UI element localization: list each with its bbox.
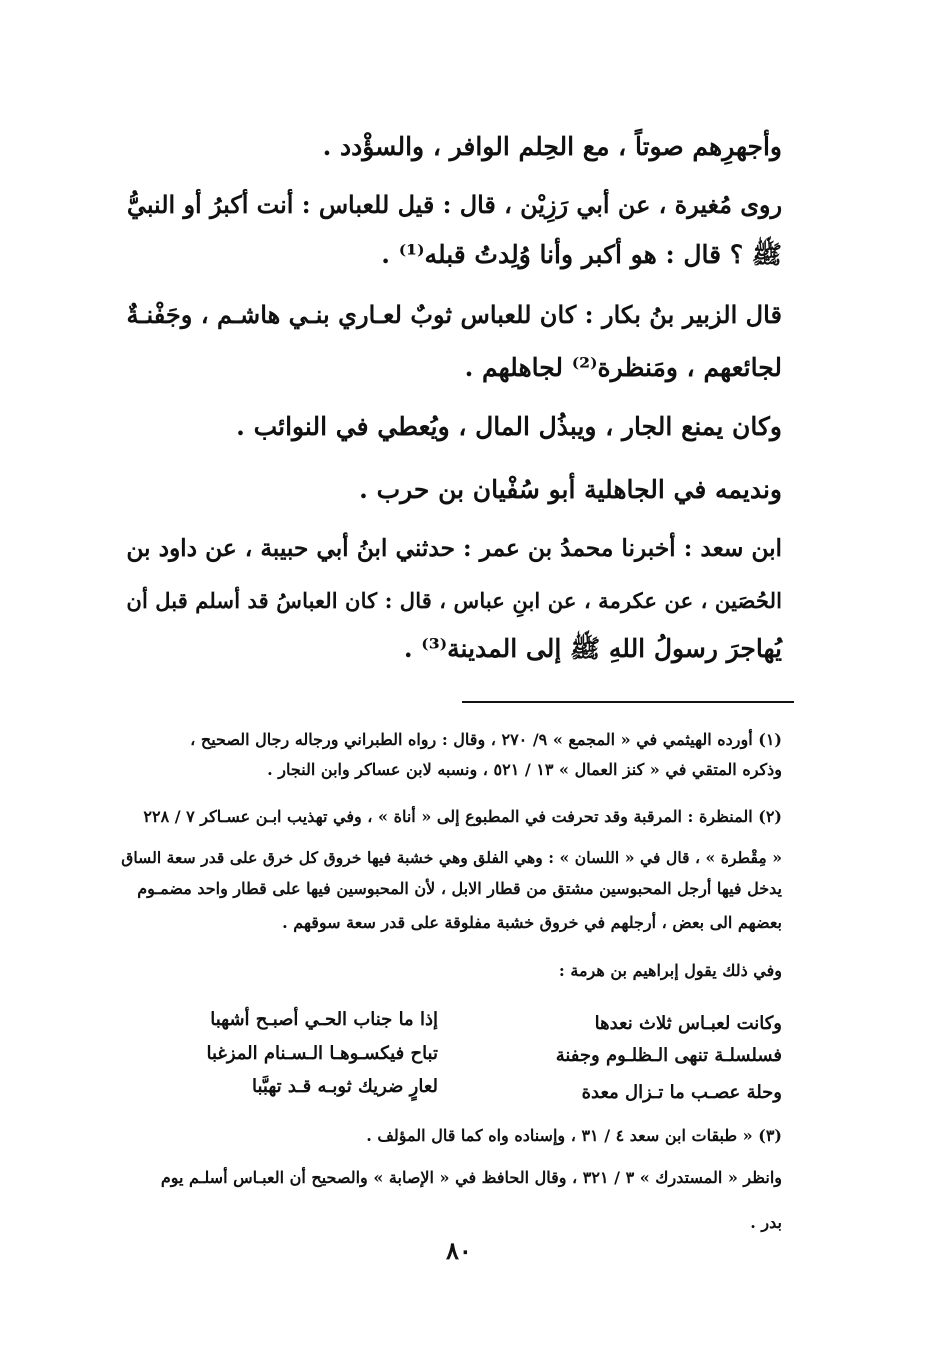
text-line-3: ﷺ ؟ قال : هو أكبر وأنا وُلِدتُ قبله⁽¹⁾ . xyxy=(381,240,782,269)
footnote-line-10: بدر . xyxy=(750,1213,782,1232)
footnote-line-5: يدخل فيها أرجل المحبوسين مشتق من قطار الابل ، لأن المحبوسين فيها على قطار واحد مضمـوم xyxy=(137,879,782,898)
verse-1-right-hemistich: وكانت لعبـاس ثلاث نعدها xyxy=(594,1013,782,1034)
text-line-6: وكان يمنع الجار ، ويبذُل المال ، ويُعطي في النوائب . xyxy=(236,412,782,441)
text-line-8: ابن سعد : أخبرنا محمدُ بن عمر : حدثني ابنُ أبي حبيبة ، عن داود بن xyxy=(126,535,782,562)
footnote-line-3: (٢) المنظرة : المرقبة وقد تحرفت في المطبوع إلى « أناة » ، وفي تهذيب ابـن عسـاكر ٧ / ٢٢٨ xyxy=(143,807,782,826)
text-line-2: روى مُغيرة ، عن أبي رَزِيْن ، قال : قيل للعباس : أنت أكبرُ أو النبيُّ xyxy=(126,191,782,219)
footnote-line-8: (٣) « طبقات ابن سعد ٤ / ٣١ ، وإسناده واه كما قال المؤلف . xyxy=(366,1126,782,1145)
verse-1-left-hemistich: إذا ما جناب الحـي أصبـح أشهبا xyxy=(210,1009,438,1030)
text-line-7: ونديمه في الجاهلية أبو سُفْيان بن حرب . xyxy=(359,475,782,504)
page-number: ٨٠ xyxy=(446,1236,472,1265)
verse-3-right-hemistich: وحلة عصـب ما تـزال معدة xyxy=(581,1082,782,1103)
footnote-line-4: « مِقْطرة » ، قال في « اللسان » : وهي الفلق وهي خشبة فيها خروق كل خرق على قدر سعة الساق xyxy=(121,848,782,867)
verse-2-right-hemistich: فسلسلـة تنهى الـظلـوم وجفنة xyxy=(555,1045,782,1066)
verse-2-left-hemistich: تباح فيكسـوهـا الـسـنام المزغبا xyxy=(206,1043,438,1064)
footnote-line-2: وذكره المتقي في « كنز العمال » ١٣ / ٥٢١ ، ونسبه لابن عساكر وابن النجار . xyxy=(267,760,782,779)
text-line-10: يُهاجرَ رسولُ اللهِ ﷺ إلى المدينة⁽³⁾ . xyxy=(403,634,782,663)
verse-3-left-hemistich: لعارٍ ضريك ثوبـه قـد تهبَّبا xyxy=(251,1076,438,1097)
footnote-line-9: وانظر « المستدرك » ٣ / ٣٢١ ، وقال الحافظ في « الإصابة » والصحيح أن العبـاس أسلـم يوم xyxy=(160,1168,782,1187)
text-line-1: وأجهرِهم صوتاً ، مع الحِلم الوافر ، والسؤْدد . xyxy=(322,132,782,161)
text-line-4: قال الزبير بنُ بكار : كان للعباس ثوبٌ لعـاري بنـي هاشـم ، وجَفْنـةٌ xyxy=(126,300,782,329)
footnote-line-7: وفي ذلك يقول إبراهيم بن هرمة : xyxy=(558,961,782,980)
text-line-9: الحُصَين ، عن عكرمة ، عن ابنِ عباس ، قال : كان العباسُ قد أسلم قبل أن xyxy=(126,589,782,614)
text-line-5: لجائعهم ، ومَنظرة⁽²⁾ لجاهلهم . xyxy=(464,353,782,382)
footnote-separator xyxy=(462,701,794,703)
footnote-line-1: (١) أورده الهيثمي في « المجمع » ٩/ ٢٧٠ ، وقال : رواه الطبراني ورجاله رجال الصحيح ، xyxy=(190,730,782,749)
footnote-line-6: بعضهم الى بعض ، أرجلهم في خروق خشبة مفلوقة على قدر سعة سوقهم . xyxy=(282,913,782,932)
